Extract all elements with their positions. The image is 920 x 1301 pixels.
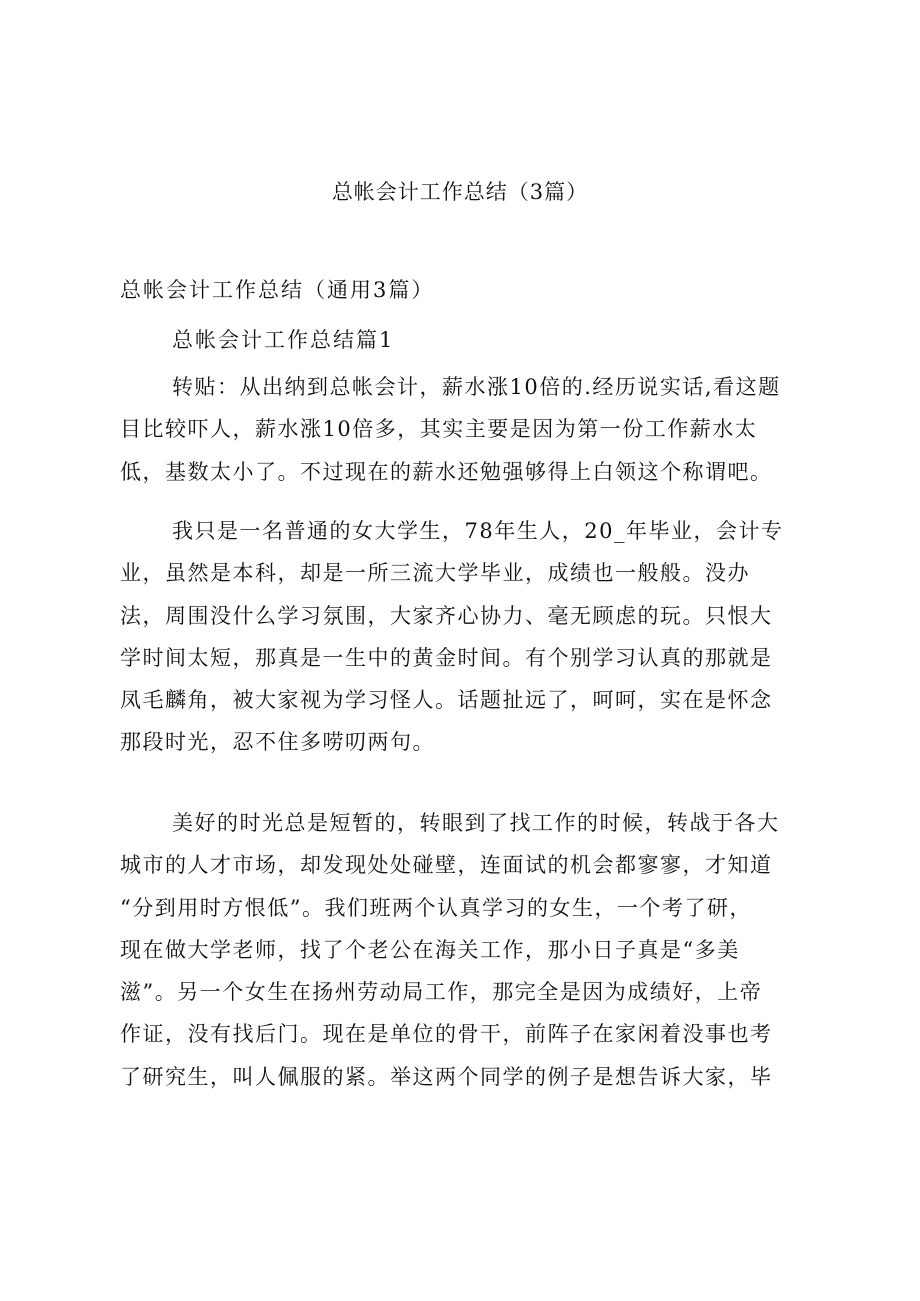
paragraph-2 [120, 510, 800, 764]
document-title: 总帐会计工作总结（3篇） [331, 180, 589, 204]
paragraph-line: 现在做大学老师，找了个老公在海关工作，那小日子真是“多美 [120, 937, 740, 962]
section-heading: 总帐会计工作总结篇1 [172, 328, 395, 352]
paragraph-line: 城市的人才市场，却发现处处碰壁，连面试的机会都寥寥，才知道 [120, 853, 773, 878]
paragraph-line: 凤毛麟角，被大家视为学习怪人。话题扯远了，呵呵，实在是怀念 [120, 688, 773, 713]
paragraph-3 [120, 802, 800, 1098]
paragraph-line: “分到用时方恨低”。我们班两个认真学习的女生，一个考了研， [120, 895, 752, 920]
paragraph-line: 业，虽然是本科，却是一所三流大学毕业，成绩也一般般。没办 [120, 561, 750, 586]
paragraph-line: 作证，没有找后门。现在是单位的骨干，前阵子在家闲着没事也考 [120, 1022, 773, 1047]
paragraph-line: 那段时光，忍不住多唠叨两句。 [120, 730, 435, 755]
document-subtitle: 总帐会计工作总结（通用3篇） [120, 278, 435, 302]
paragraph-line: 我只是一名普通的女大学生，78年生人，20_年毕业，会计专 [172, 519, 784, 543]
paragraph-line: 目比较吓人，薪水涨10倍多，其实主要是因为第一份工作薪水太 [120, 417, 758, 442]
paragraph-line: 法，周围没什么学习氛围，大家齐心协力、毫无顾虑的玩。只恨大 [120, 603, 773, 628]
paragraph-line: 滋”。另一个女生在扬州劳动局工作，那完全是因为成绩好，上帝 [120, 980, 763, 1005]
paragraph-line: 低，基数太小了。不过现在的薪水还勉强够得上白领这个称谓吧。 [120, 459, 773, 484]
paragraph-line: 了研究生，叫人佩服的紧。举这两个同学的例子是想告诉大家，毕 [120, 1064, 773, 1089]
paragraph-1 [120, 366, 800, 493]
paragraph-line: 转贴：从出纳到总帐会计，薪水涨10倍的.经历说实话,看这题 [172, 375, 781, 399]
paragraph-line: 学时间太短，那真是一生中的黄金时间。有个别学习认真的那就是 [120, 645, 773, 670]
paragraph-line: 美好的时光总是短暂的，转眼到了找工作的时候，转战于各大 [172, 811, 780, 835]
